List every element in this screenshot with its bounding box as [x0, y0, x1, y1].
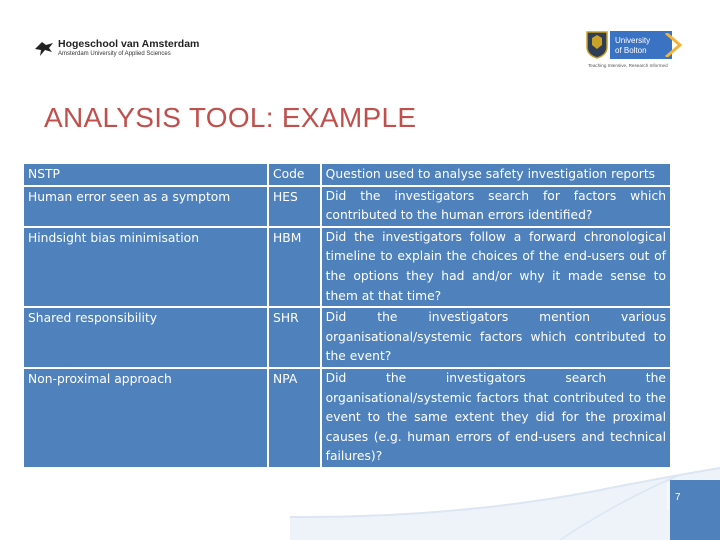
bolton-line1: University [615, 36, 651, 45]
bolton-chevron-icon [664, 33, 684, 57]
page-number: 7 [675, 492, 681, 503]
table-row [24, 368, 670, 468]
row-nstp: Non-proximal approach [24, 368, 268, 468]
row-code: HES [268, 186, 321, 227]
row-code: SHR [268, 307, 321, 368]
hva-name: Hogeschool van Amsterdam [58, 38, 200, 50]
bolton-line2: of Bolton [615, 46, 647, 55]
header-code: Code [268, 164, 321, 186]
row-question: Did the investigators search the organisational/systemic factors that contributed to the event to the same extent they did for the proximal causes (e.g. human errors of end-users and technical failures)? [321, 368, 670, 468]
table-header-row [24, 164, 670, 186]
row-code: NPA [268, 368, 321, 468]
table-row [24, 307, 670, 368]
hva-subtitle: Amsterdam University of Applied Sciences [58, 51, 171, 57]
hva-griffin-icon [34, 40, 54, 58]
header-question: Question used to analyse safety investigation reports [321, 164, 670, 186]
table-row [24, 186, 670, 227]
row-nstp: Shared responsibility [24, 307, 268, 368]
slide-title: ANALYSIS TOOL: EXAMPLE [44, 102, 417, 133]
bolton-crest-icon [586, 31, 608, 59]
footer-decoration [290, 460, 720, 540]
hva-logo [34, 38, 204, 62]
row-code: HBM [268, 227, 321, 307]
table-row [24, 227, 670, 307]
row-question: Did the investigators search for factors which contributed to the human errors identified? [321, 186, 670, 227]
header-nstp: NSTP [24, 164, 268, 186]
analysis-table [24, 164, 670, 469]
row-question: Did the investigators mention various organisational/systemic factors which contributed to the event? [321, 307, 670, 368]
row-nstp: Hindsight bias minimisation [24, 227, 268, 307]
row-question: Did the investigators follow a forward chronological timeline to explain the choices of the end-users out of the options they had and/or why it made sense to them at that time? [321, 227, 670, 307]
bolton-logo [586, 31, 686, 71]
row-nstp: Human error seen as a symptom [24, 186, 268, 227]
bolton-tagline: Teaching Intensive, Research Informed [588, 63, 668, 68]
